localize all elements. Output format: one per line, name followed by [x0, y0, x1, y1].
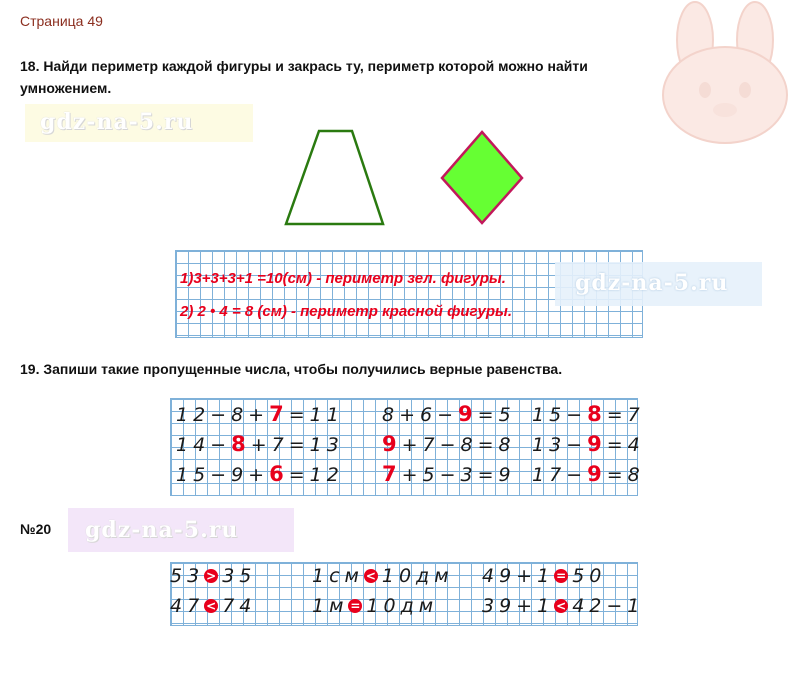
- answer-number: 9: [458, 402, 478, 426]
- equation: [532, 402, 645, 426]
- answer-number: 7: [382, 462, 402, 486]
- comparison-left: 47: [170, 595, 205, 617]
- comparison-right: 42−1: [572, 595, 645, 617]
- equation-right: =5: [477, 404, 516, 426]
- watermark-text-2: gdz-na-5.ru: [575, 270, 729, 296]
- comparison-left: 53: [170, 565, 205, 587]
- equation-left: 15−: [532, 404, 588, 426]
- watermark-text: gdz-na-5.ru: [40, 109, 194, 135]
- equation: [176, 462, 344, 486]
- comparison-sign: >: [206, 569, 217, 583]
- equation-left: 15−9+: [176, 464, 270, 486]
- task-19-text: 19. Запиши такие пропущенные числа, чтобы получились верные равенства.: [20, 361, 563, 377]
- page-title: Страница 49: [20, 13, 103, 29]
- equation: [532, 432, 645, 456]
- task-20-label: №20: [20, 521, 52, 537]
- comparison-right: 50: [572, 565, 607, 587]
- solution-line-1: 1)3+3+3+1 =10(см) - периметр зел. фигуры.: [180, 270, 506, 287]
- equation-left: 14−: [176, 434, 232, 456]
- comparison-sign: =: [350, 599, 361, 613]
- equation-left: 12−8+: [176, 404, 270, 426]
- equations-19: [172, 400, 645, 496]
- equation: [382, 462, 516, 486]
- comparison: [482, 565, 606, 587]
- answer-number: 7: [269, 402, 289, 426]
- equation: [382, 432, 516, 456]
- comparison: [170, 595, 256, 617]
- comparison-left: 1см: [312, 565, 364, 587]
- answer-number: 9: [382, 432, 402, 456]
- equation-right: =8: [606, 464, 645, 486]
- task-18-text: 18. Найди периметр каждой фигуры и закрась ту, периметр которой можно найти умножением.: [20, 58, 588, 96]
- comparison-left: 1м: [312, 595, 349, 617]
- comparison: [482, 595, 644, 617]
- mascot-watermark-icon: [640, 0, 800, 150]
- equation-right: +7−8=8: [401, 434, 516, 456]
- equation: [176, 402, 344, 426]
- comparison: [312, 565, 454, 587]
- figures: [280, 125, 550, 230]
- comparison: [170, 565, 256, 587]
- answer-number: 9: [587, 432, 607, 456]
- rhombus-figure: [442, 132, 522, 223]
- equation-right: =7: [606, 404, 645, 426]
- equation-left: 13−: [532, 434, 588, 456]
- comparison: [312, 595, 438, 617]
- answer-number: 8: [231, 432, 251, 456]
- answer-number: 9: [587, 462, 607, 486]
- comparison-sign: <: [206, 599, 217, 613]
- comparison-sign: =: [556, 569, 567, 583]
- equation-right: =11: [288, 404, 344, 426]
- equation-right: +7=13: [250, 434, 344, 456]
- answer-number: 6: [269, 462, 289, 486]
- comparison-sign: <: [556, 599, 567, 613]
- equation-right: =4: [606, 434, 645, 456]
- comparison-sign: <: [365, 569, 376, 583]
- watermark-text-3: gdz-na-5.ru: [85, 517, 239, 543]
- comparison-left: 39+1: [482, 595, 555, 617]
- comparison-right: 74: [222, 595, 257, 617]
- equation-left: 8+6−: [382, 404, 459, 426]
- equation-right: =12: [288, 464, 344, 486]
- equation: [532, 462, 645, 486]
- comparison-right: 35: [222, 565, 257, 587]
- comparison-right: 10дм: [366, 595, 439, 617]
- comparisons-20: [170, 564, 645, 626]
- answer-number: 8: [587, 402, 607, 426]
- equation-right: +5−3=9: [401, 464, 516, 486]
- comparison-right: 10дм: [381, 565, 454, 587]
- solution-line-2: 2) 2 • 4 = 8 (см) - периметр красной фигуры.: [180, 303, 512, 320]
- equation: [176, 432, 344, 456]
- equation: [382, 402, 516, 426]
- equation-left: 17−: [532, 464, 588, 486]
- comparison-left: 49+1: [482, 565, 555, 587]
- trapezoid-figure: [286, 131, 383, 224]
